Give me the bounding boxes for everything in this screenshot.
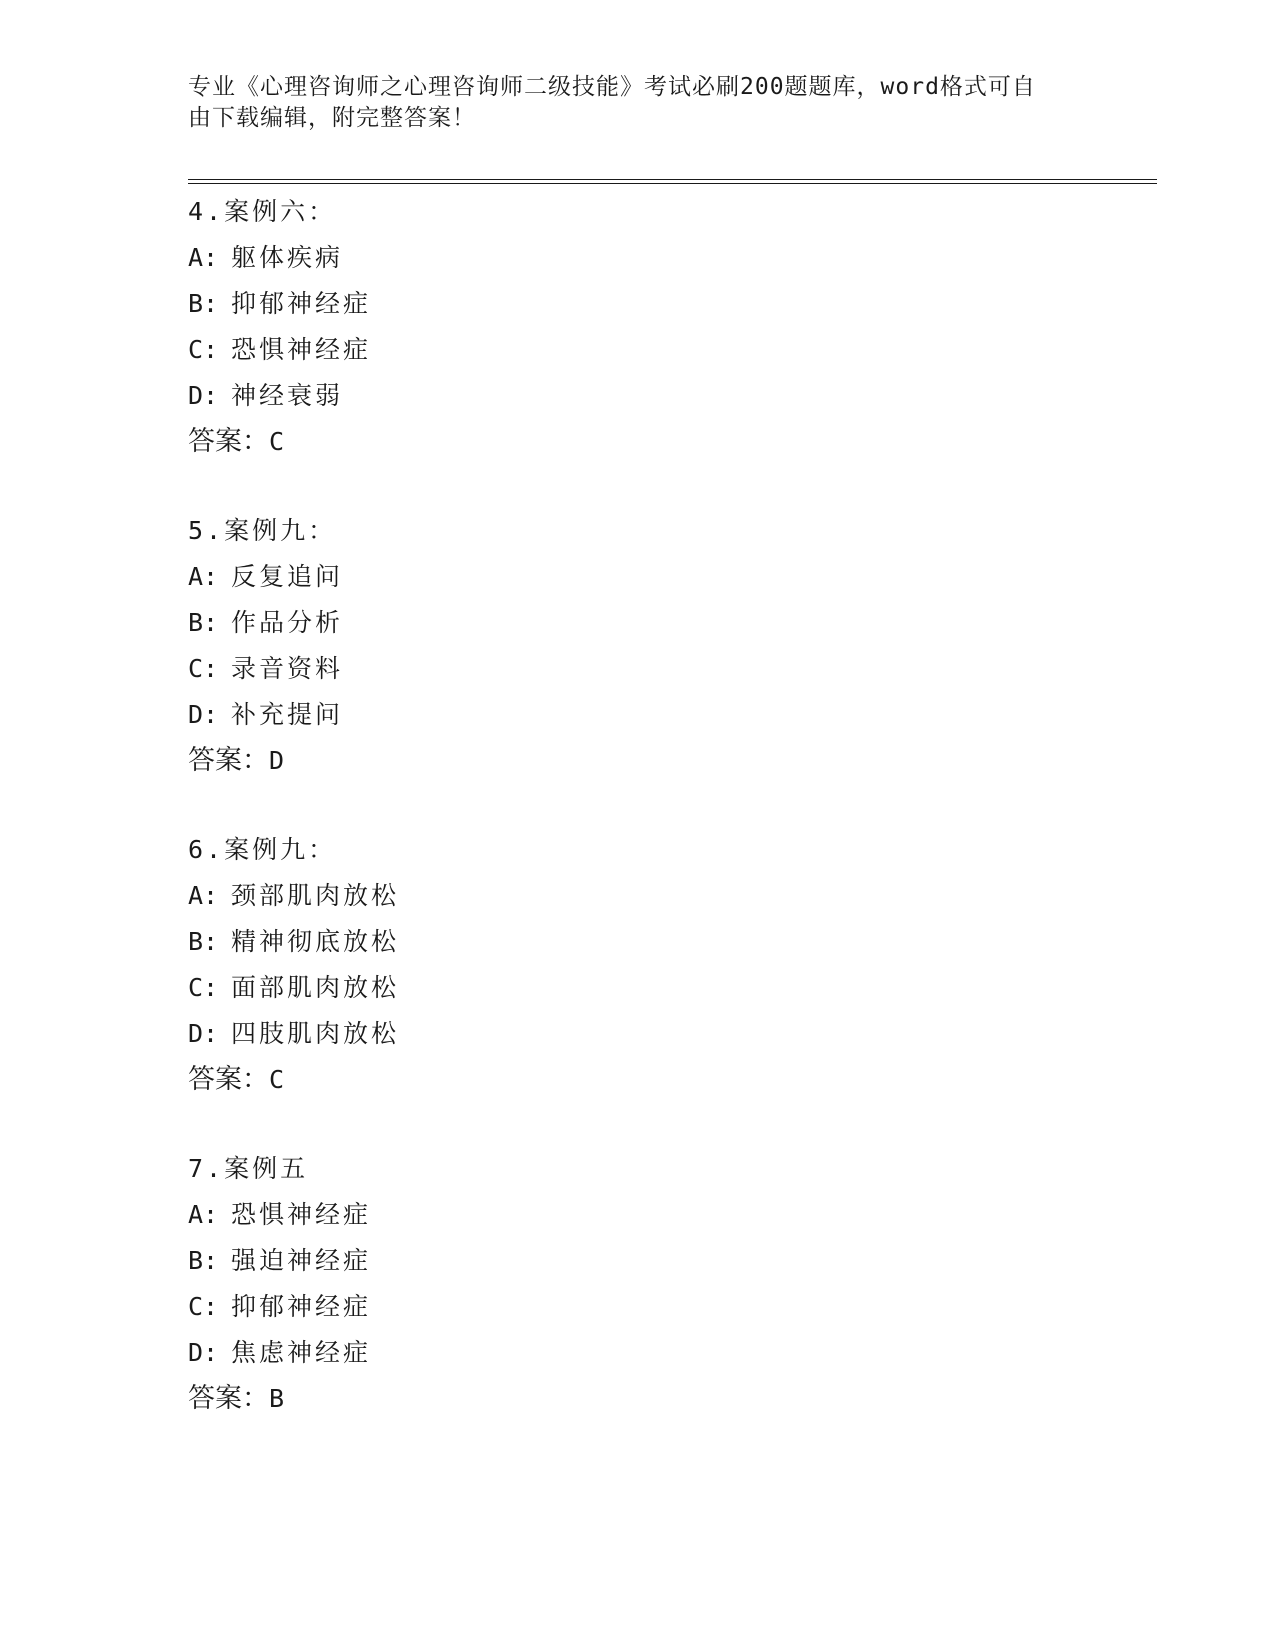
option-b	[188, 600, 1088, 646]
option-d	[188, 373, 1088, 419]
option-text: 焦虑神经症	[231, 1338, 372, 1367]
answer-label: 答案：	[188, 426, 269, 457]
option-letter: B:	[188, 608, 219, 637]
option-text: 神经衰弱	[231, 381, 344, 410]
option-a	[188, 235, 1088, 281]
question-5	[188, 508, 1088, 784]
option-c	[188, 646, 1088, 692]
answer-label: 答案：	[188, 1383, 269, 1414]
option-letter: A:	[188, 881, 219, 910]
answer-label: 答案：	[188, 745, 269, 776]
option-text: 补充提问	[231, 700, 344, 729]
option-letter: A:	[188, 1200, 219, 1229]
question-title: 6.案例九：	[188, 835, 337, 864]
option-c	[188, 965, 1088, 1011]
option-letter: B:	[188, 289, 219, 318]
option-letter: A:	[188, 562, 219, 591]
question-list	[188, 189, 1088, 1465]
answer-value: C	[269, 427, 285, 456]
option-d	[188, 1011, 1088, 1057]
header-line-2: 由下载编辑，附完整答案！	[188, 105, 476, 131]
question-title: 4.案例六：	[188, 197, 337, 226]
question-title: 5.案例九：	[188, 516, 337, 545]
option-text: 抑郁神经症	[231, 1292, 372, 1321]
option-letter: C:	[188, 1292, 219, 1321]
answer-value: D	[269, 746, 285, 775]
option-a	[188, 1192, 1088, 1238]
answer-line	[188, 1376, 1088, 1422]
document-header	[188, 72, 1068, 134]
answer-label: 答案：	[188, 1064, 269, 1095]
option-letter: C:	[188, 973, 219, 1002]
option-d	[188, 692, 1088, 738]
option-letter: D:	[188, 1019, 219, 1048]
question-7	[188, 1146, 1088, 1422]
option-c	[188, 1284, 1088, 1330]
option-text: 恐惧神经症	[231, 335, 372, 364]
header-line-1: 专业《心理咨询师之心理咨询师二级技能》考试必刷200题题库，word格式可自	[188, 74, 1036, 100]
option-b	[188, 919, 1088, 965]
option-a	[188, 554, 1088, 600]
option-letter: D:	[188, 1338, 219, 1367]
question-6	[188, 827, 1088, 1103]
option-letter: C:	[188, 335, 219, 364]
question-title: 7.案例五	[188, 1154, 309, 1183]
option-letter: C:	[188, 654, 219, 683]
option-text: 反复追问	[231, 562, 344, 591]
option-text: 作品分析	[231, 608, 344, 637]
answer-line	[188, 738, 1088, 784]
option-letter: B:	[188, 927, 219, 956]
option-text: 四肢肌肉放松	[231, 1019, 400, 1048]
option-c	[188, 327, 1088, 373]
option-text: 颈部肌肉放松	[231, 881, 400, 910]
option-d	[188, 1330, 1088, 1376]
option-letter: A:	[188, 243, 219, 272]
option-letter: B:	[188, 1246, 219, 1275]
answer-value: C	[269, 1065, 285, 1094]
option-text: 躯体疾病	[231, 243, 344, 272]
question-4	[188, 189, 1088, 465]
option-text: 面部肌肉放松	[231, 973, 400, 1002]
option-a	[188, 873, 1088, 919]
option-text: 强迫神经症	[231, 1246, 372, 1275]
option-text: 抑郁神经症	[231, 289, 372, 318]
header-double-rule	[188, 179, 1157, 184]
option-b	[188, 1238, 1088, 1284]
answer-line	[188, 419, 1088, 465]
option-text: 精神彻底放松	[231, 927, 400, 956]
option-letter: D:	[188, 700, 219, 729]
option-text: 录音资料	[231, 654, 344, 683]
option-letter: D:	[188, 381, 219, 410]
option-b	[188, 281, 1088, 327]
answer-line	[188, 1057, 1088, 1103]
option-text: 恐惧神经症	[231, 1200, 372, 1229]
answer-value: B	[269, 1384, 285, 1413]
